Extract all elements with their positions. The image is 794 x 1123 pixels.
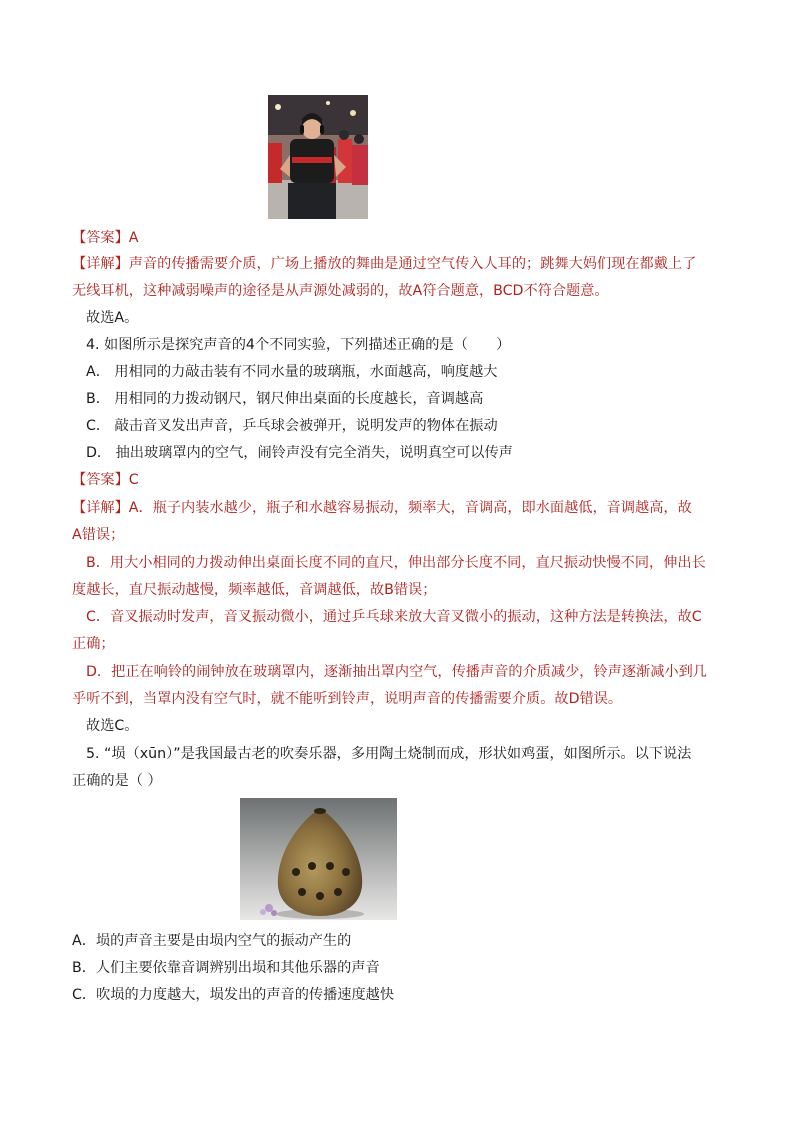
q4-detail-d-line-2: 乎听不到，当罩内没有空气时，就不能听到铃声，说明声音的传播需要介质。故D错误。 (72, 691, 623, 707)
detail-text: A．瓶子内装水越少，瓶子和水越容易振动，频率大，音调高，即水面越低，音调越高，故 (128, 500, 692, 516)
answer-value: A (128, 230, 139, 246)
q4-detail-a-line-2: A错误； (72, 527, 125, 543)
xun-instrument-photo (240, 798, 397, 920)
q3-detail-line-2: 无线耳机，这种减弱噪声的途径是从声源处减弱的，故A符合题意，BCD不符合题意。 (72, 283, 609, 299)
answer-tag: 【答案】 (72, 472, 129, 488)
q4-answer-line (72, 470, 722, 490)
q4-detail-a-line-1 (72, 498, 722, 518)
q5-option-a: A．埙的声音主要是由埙内空气的振动产生的 (72, 933, 352, 949)
q4-stem: 4. 如图所示是探究声音的4个不同实验，下列描述正确的是（ ） (86, 337, 511, 353)
answer-value: C (128, 472, 139, 488)
dancer-headphones-photo (268, 95, 368, 219)
q4-detail-d-line-1: D．把正在响铃的闹钟放在玻璃罩内，逐渐抽出罩内空气，传播声音的介质减少，铃声逐渐减小到几 (86, 664, 707, 680)
detail-text: 声音的传播需要介质，广场上播放的舞曲是通过空气传入人耳的；跳舞大妈们现在都戴上了 (128, 256, 697, 272)
q4-option-d: D． 抽出玻璃罩内的空气，闹铃声没有完全消失，说明真空可以传声 (86, 445, 513, 461)
q4-detail-b-line-2: 度越长，直尺振动越慢，频率越低，音调越低，故B错误； (72, 582, 437, 598)
q5-stem-line-2: 正确的是（ ） (72, 773, 162, 789)
q5-option-b: B．人们主要依靠音调辨别出埙和其他乐器的声音 (72, 960, 380, 976)
q4-option-c: C． 敲击音叉发出声音，乒乓球会被弹开，说明发声的物体在振动 (86, 418, 498, 434)
q4-detail-c-line-2: 正确； (72, 636, 115, 652)
q5-stem-line-1: 5. “埙（xūn）”是我国最古老的吹奏乐器，多用陶土烧制而成，形状如鸡蛋，如图所示。以下说法 (86, 746, 692, 762)
detail-tag: 【详解】 (72, 500, 129, 516)
q4-detail-b-line-1: B．用大小相同的力拨动伸出桌面长度不同的直尺，伸出部分长度不同，直尺振动快慢不同，伸出长 (86, 555, 706, 571)
q3-answer-line (72, 228, 722, 248)
q4-option-b: B． 用相同的力拨动钢尺，钢尺伸出桌面的长度越长，音调越高 (86, 391, 484, 407)
q4-conclusion: 故选C。 (86, 718, 139, 734)
q3-conclusion: 故选A。 (86, 310, 139, 326)
q3-detail-line-1 (72, 254, 722, 274)
answer-tag: 【答案】 (72, 230, 129, 246)
q4-detail-c-line-1: C．音叉振动时发声，音叉振动微小，通过乒乓球来放大音叉微小的振动，这种方法是转换法，故C (86, 609, 702, 625)
detail-tag: 【详解】 (72, 256, 129, 272)
q4-option-a: A． 用相同的力敲击装有不同水量的玻璃瓶，水面越高，响度越大 (86, 364, 498, 380)
q5-option-c: C．吹埙的力度越大，埙发出的声音的传播速度越快 (72, 987, 395, 1003)
